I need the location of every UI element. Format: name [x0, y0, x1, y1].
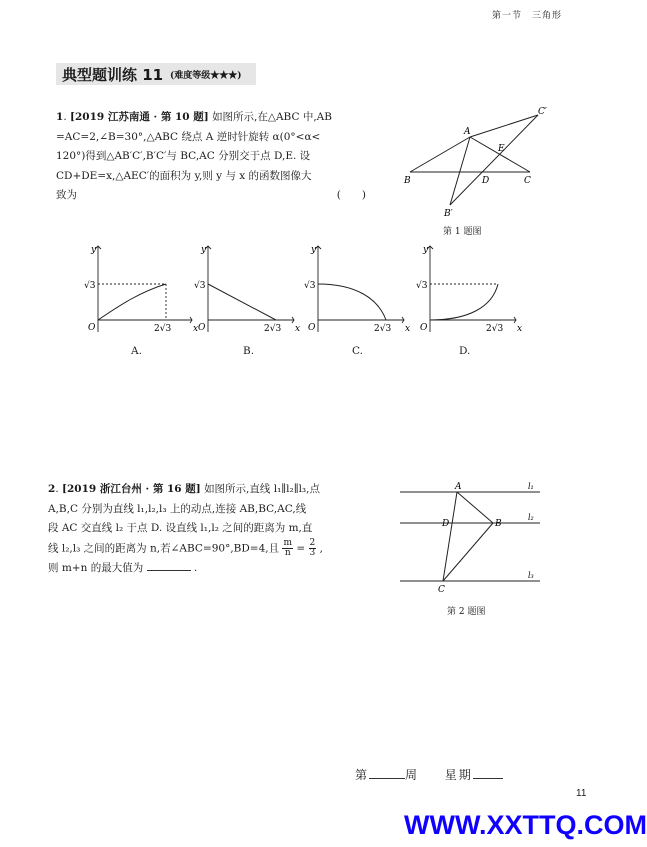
- graph-d-xmark: 2√3: [486, 324, 504, 334]
- graph-a-ymark: √3: [84, 281, 96, 291]
- fig2-label-l1: l₁: [528, 482, 534, 491]
- q2-number: 2: [48, 483, 56, 495]
- fig1-label-Cprime: C′: [538, 107, 547, 117]
- option-b-graph: [190, 240, 310, 340]
- fig2-label-A: A: [455, 482, 462, 492]
- graph-a-x: x: [193, 324, 199, 334]
- q1-line-2: =AC=2,∠B=30°,△ABC 绕点 A 逆时针旋转 α(0°<α<: [56, 130, 321, 143]
- figure-1-triangles: [400, 105, 570, 220]
- graph-c-x: x: [405, 324, 411, 334]
- segment-AB: [457, 492, 493, 523]
- week-zhou: 周: [405, 768, 420, 782]
- figure-2-caption: 第 2 题图: [447, 607, 486, 617]
- fraction-2-over-3: $\frac{2}{3}$: [309, 537, 316, 558]
- curve-a: [98, 284, 166, 320]
- fig2-label-C: C: [438, 585, 445, 595]
- answer-blank[interactable]: [147, 559, 191, 571]
- graph-b-x: x: [295, 324, 301, 334]
- fig1-label-A: A: [464, 127, 471, 137]
- option-c-graph: [300, 240, 420, 340]
- graph-b-origin: O: [198, 323, 206, 333]
- fig1-label-E: E: [498, 144, 505, 154]
- difficulty-label: (难度等级★★★): [170, 71, 242, 81]
- q2-line-5: [48, 559, 388, 579]
- page-number: 11: [576, 788, 587, 799]
- graph-a-origin: O: [88, 323, 96, 333]
- q1-number: 1: [56, 111, 64, 123]
- question-1: [56, 108, 376, 206]
- graph-d-origin: O: [420, 323, 428, 333]
- weekday-blank[interactable]: [473, 767, 503, 779]
- q2-period: .: [193, 561, 198, 574]
- graph-b-ymark: √3: [194, 281, 206, 291]
- week-di: 第: [355, 768, 370, 782]
- q1-answer-paren: ( ): [336, 189, 366, 201]
- page-title: 典型题训练 11: [62, 66, 164, 84]
- curve-d: [430, 284, 498, 320]
- fig2-label-D: D: [442, 519, 450, 529]
- q2-line4-comma: ,: [319, 542, 323, 554]
- graph-c-origin: O: [308, 323, 316, 333]
- q1-line5-text: 致为: [56, 189, 77, 201]
- q2-line-2: A,B,C 分别为直线 l₁,l₂,l₃ 上的动点,连接 AB,BC,AC,线: [48, 502, 307, 515]
- figure-2-parallel-lines: [395, 478, 545, 598]
- fraction-m-over-n: $\frac{m}{n}$: [283, 537, 292, 558]
- q1-line-3: 120°)得到△AB′C′,B′C′与 BC,AC 分别交于点 D,E. 设: [56, 150, 311, 162]
- q1-source: [2019 江苏南通 · 第 10 题]: [70, 111, 209, 123]
- week-record: [355, 766, 503, 783]
- question-2: [48, 480, 388, 578]
- fig2-label-l2: l₂: [528, 513, 534, 522]
- figure-1-caption: 第 1 题图: [443, 227, 482, 237]
- option-a-graph: [80, 240, 200, 340]
- q1-line-4: CD+DE=x,△AEC′的面积为 y,则 y 与 x 的函数图像大: [56, 169, 312, 182]
- q1-line-5: [56, 186, 376, 206]
- q2-line4-text: 线 l₂,l₃ 之间的距离为 n,若∠ABC=90°,BD=4,且: [48, 542, 280, 554]
- graph-d-x: x: [517, 324, 523, 334]
- week-blank[interactable]: [369, 767, 405, 779]
- graph-c-y: y: [311, 245, 317, 255]
- graph-a-xmark: 2√3: [154, 324, 172, 334]
- fig2-label-B: B: [495, 519, 502, 529]
- graph-a-y: y: [91, 245, 97, 255]
- graph-b-y: y: [201, 245, 207, 255]
- equals-sign: =: [296, 542, 306, 554]
- graph-d-ymark: √3: [416, 281, 428, 291]
- section-header: 第一节 三角形: [491, 11, 562, 21]
- fig1-label-C: C: [524, 176, 531, 186]
- graph-c-ymark: √3: [304, 281, 316, 291]
- fig1-label-Bprime: B′: [444, 209, 453, 219]
- option-d-label[interactable]: D.: [459, 345, 471, 357]
- weekday-label: 星期: [444, 768, 473, 782]
- graph-b-xmark: 2√3: [264, 324, 282, 334]
- q2-line1-text: 如图所示,直线 l₁∥l₂∥l₃,点: [204, 483, 320, 495]
- curve-c: [318, 284, 386, 320]
- q2-line-3: 段 AC 交直线 l₂ 于点 D. 设直线 l₁,l₂ 之间的距离为 m,直: [48, 522, 313, 534]
- line-b: [208, 284, 276, 320]
- q1-line-1: 1. [2019 江苏南通 · 第 10 题] 如图所示,在△ABC 中,AB: [56, 111, 332, 123]
- q2-line-4: [48, 539, 388, 559]
- option-d-graph: [412, 240, 532, 340]
- q2-line-1: 2. [2019 浙江台州 · 第 16 题] 如图所示,直线 l₁∥l₂∥l₃,点: [48, 483, 320, 495]
- option-b-label[interactable]: B.: [243, 345, 255, 357]
- graph-c-xmark: 2√3: [374, 324, 392, 334]
- fig1-label-B: B: [404, 176, 411, 186]
- fig1-label-D: D: [482, 176, 490, 186]
- q2-line5-text: 则 m+n 的最大值为: [48, 561, 144, 574]
- graph-d-y: y: [423, 245, 429, 255]
- option-a-label[interactable]: A.: [131, 345, 142, 357]
- option-c-label[interactable]: C.: [352, 345, 363, 357]
- watermark: WWW.XXTTQ.COM: [404, 810, 647, 840]
- q2-source: [2019 浙江台州 · 第 16 题]: [62, 483, 201, 495]
- fig2-label-l3: l₃: [528, 571, 534, 580]
- q1-line1-text: 如图所示,在△ABC 中,AB: [212, 111, 332, 123]
